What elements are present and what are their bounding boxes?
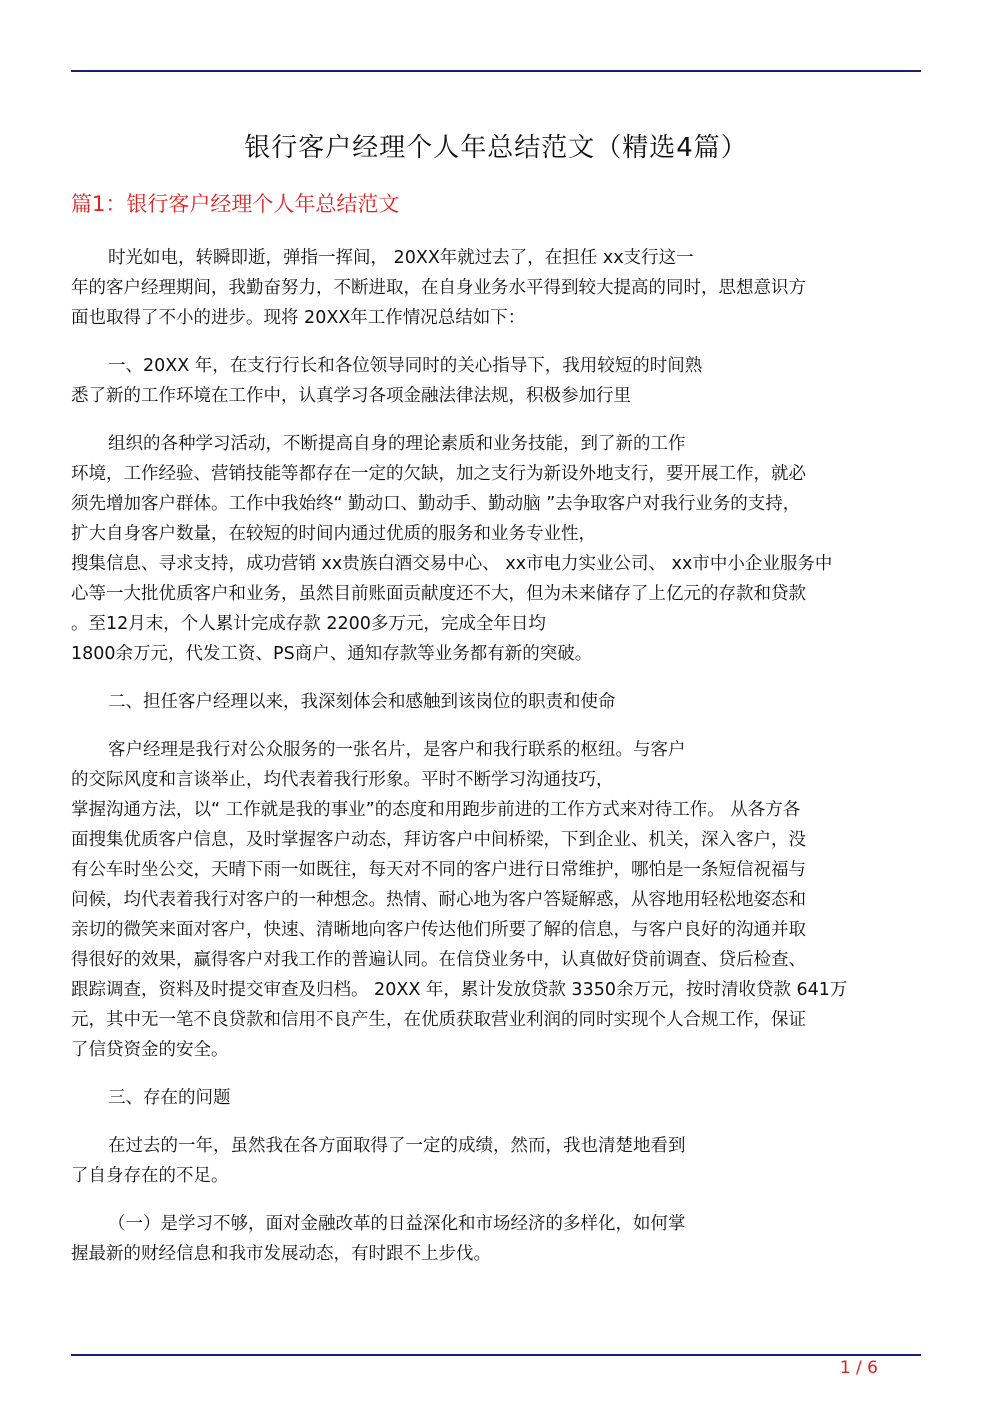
text-line: 掌握沟通方法，以“ 工作就是我的事业”的态度和用跑步前进的工作方式来对待工作。 从各方各 [71, 800, 801, 820]
text-line: 了自身存在的不足。 [71, 1166, 229, 1186]
text-line: 面也取得了不小的进步。现将 20XX年工作情况总结如下： [71, 308, 526, 328]
text-line: （一）是学习不够，面对金融改革的日益深化和市场经济的多样化，如何掌 [108, 1214, 686, 1234]
text-line: 了信贷资金的安全。 [71, 1040, 229, 1060]
paragraph [71, 351, 923, 411]
text-line: 。至12月末，个人累计完成存款 2200多万元，完成全年日均 [71, 614, 546, 634]
document-body [71, 243, 923, 1287]
text-line: 一、20XX 年，在支行行长和各位领导同时的关心指导下，我用较短的时间熟 [108, 356, 703, 376]
document-title: 银行客户经理个人年总结范文（精选4篇） [244, 133, 748, 163]
text-line: 环境，工作经验、营销技能等都存在一定的欠缺，加之支行为新设外地支行，要开展工作，就必 [71, 464, 806, 484]
text-line: 亲切的微笑来面对客户，快速、清晰地向客户传达他们所要了解的信息，与客户良好的沟通并取 [71, 920, 806, 940]
text-line: 搜集信息、寻求支持，成功营销 xx贵族白酒交易中心、 xx市电力实业公司、 xx市中小企业服务中 [71, 554, 833, 574]
text-line: 组织的各种学习活动，不断提高自身的理论素质和业务技能，到了新的工作 [108, 434, 686, 454]
text-line: 时光如电，转瞬即逝，弹指一挥间， 20XX年就过去了，在担任 xx支行这一 [108, 248, 694, 268]
text-line: 悉了新的工作环境在工作中，认真学习各项金融法律法规，积极参加行里 [71, 386, 631, 406]
text-line: 1800余万元，代发工资、PS商户、通知存款等业务都有新的突破。 [71, 644, 593, 664]
text-line: 面搜集优质客户信息，及时掌握客户动态，拜访客户中间桥梁，下到企业、机关，深入客户，没 [71, 830, 806, 850]
paragraph [71, 429, 923, 669]
text-line: 须先增加客户群体。工作中我始终“ 勤动口、勤动手、勤动脑 ”去争取客户对我行业务的支持， [71, 494, 801, 514]
paragraph [71, 735, 923, 1065]
paragraph [71, 243, 923, 333]
text-line: 问候，均代表着我行对客户的一种想念。热情、耐心地为客户答疑解惑，从容地用轻松地姿态和 [71, 890, 806, 910]
paragraph [71, 1209, 923, 1269]
text-line: 三、存在的问题 [108, 1088, 231, 1108]
text-line: 元，其中无一笔不良贷款和信用不良产生，在优质获取营业利润的同时实现个人合规工作，保证 [71, 1010, 806, 1030]
text-line: 在过去的一年，虽然我在各方面取得了一定的成绩，然而，我也清楚地看到 [108, 1136, 686, 1156]
text-line: 年的客户经理期间，我勤奋努力，不断进取，在自身业务水平得到较大提高的同时，思想意识方 [71, 278, 806, 298]
text-line: 得很好的效果，赢得客户对我工作的普遍认同。在信贷业务中，认真做好贷前调查、贷后检查、 [71, 950, 806, 970]
page-indicator: 1 / 6 [839, 1358, 878, 1378]
text-line: 的交际风度和言谈举止，均代表着我行形象。平时不断学习沟通技巧， [71, 770, 614, 790]
text-line: 二、担任客户经理以来，我深刻体会和感触到该岗位的职责和使命 [108, 692, 616, 712]
text-line: 跟踪调查，资料及时提交审查及归档。 20XX 年，累计发放贷款 3350余万元，按时清收贷款 641万 [71, 980, 848, 1000]
footer-rule [71, 1354, 921, 1356]
header-rule [71, 70, 921, 72]
section-heading: 篇1：银行客户经理个人年总结范文 [71, 192, 400, 216]
text-line: 客户经理是我行对公众服务的一张名片，是客户和我行联系的枢纽。与客户 [108, 740, 686, 760]
text-line: 心等一大批优质客户和业务，虽然目前账面贡献度还不大，但为未来储存了上亿元的存款和贷款 [71, 584, 806, 604]
text-line: 有公车时坐公交，天晴下雨一如既往，每天对不同的客户进行日常维护，哪怕是一条短信祝福与 [71, 860, 806, 880]
paragraph [71, 1131, 923, 1191]
text-line: 握最新的财经信息和我市发展动态，有时跟不上步伐。 [71, 1244, 491, 1264]
paragraph [71, 687, 923, 717]
text-line: 扩大自身客户数量，在较短的时间内通过优质的服务和业务专业性， [71, 524, 596, 544]
paragraph [71, 1083, 923, 1113]
